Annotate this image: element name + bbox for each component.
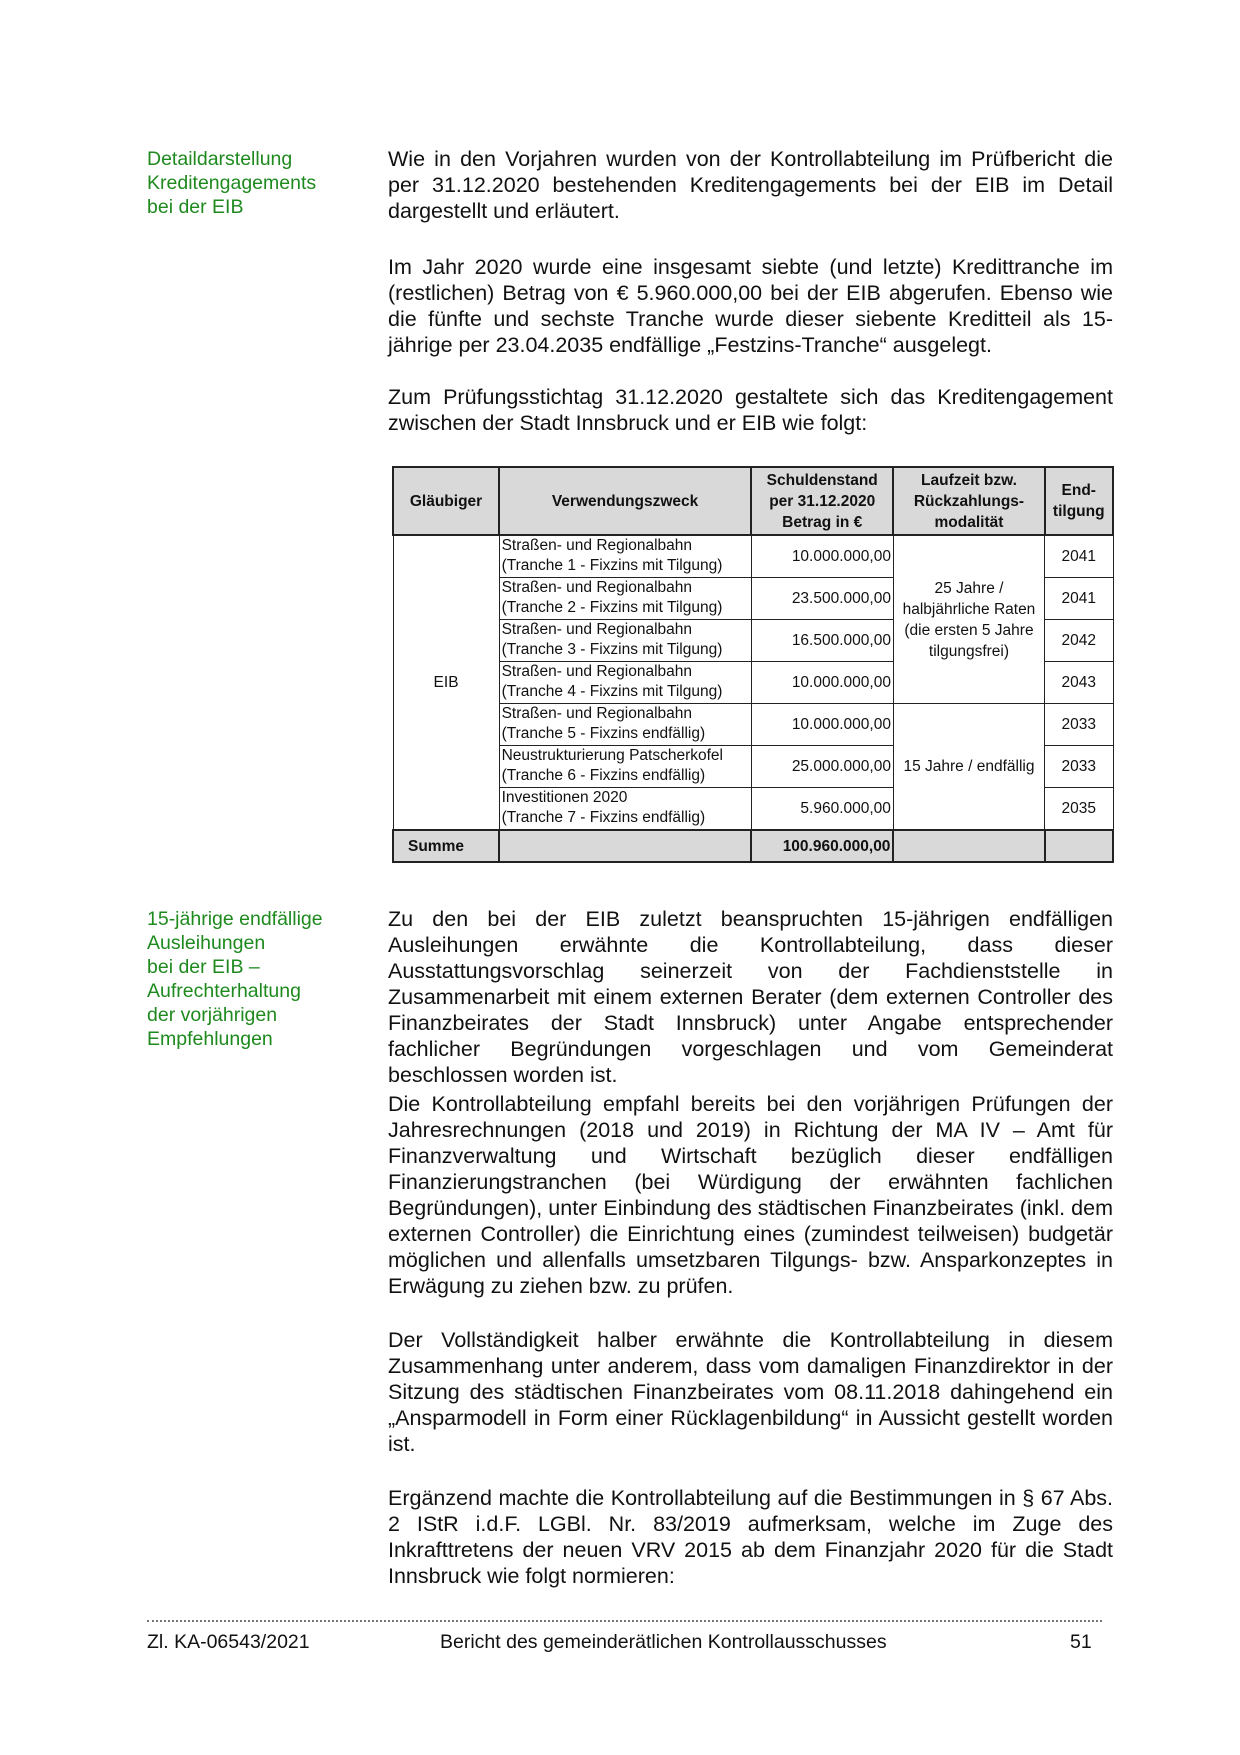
margin-note-line: Kreditengagements — [147, 172, 317, 194]
margin-note-line: bei der EIB – — [147, 956, 260, 978]
cell-betrag: 16.500.000,00 — [751, 620, 893, 662]
paragraph: Wie in den Vorjahren wurden von der Kontrollabteilung im Prüfbericht die per 31.12.2020 bestehenden Kreditengagements bei der EIB im Detail dargestellt und erläutert. — [388, 147, 1113, 223]
cell-verwendungszweck: Straßen- und Regionalbahn (Tranche 1 - Fixzins mit Tilgung) — [499, 535, 751, 578]
cell-summe-label: Summe — [393, 830, 499, 862]
cell-betrag: 10.000.000,00 — [751, 535, 893, 578]
footer-divider — [147, 1620, 1102, 1622]
credit-table — [392, 466, 1114, 863]
cell-laufzeit-group2: 15 Jahre / endfällig — [893, 704, 1044, 831]
cell-endtilgung: 2033 — [1045, 704, 1114, 746]
margin-note-line: der vorjährigen — [147, 1004, 278, 1026]
paragraph: Zum Prüfungsstichtag 31.12.2020 gestaltete sich das Kreditengagement zwischen der Stadt Innsbruck und er EIB wie folgt: — [388, 385, 1113, 435]
cell-endtilgung: 2041 — [1045, 578, 1114, 620]
header-endtilgung: End- tilgung — [1045, 467, 1114, 535]
margin-note-line: Aufrechterhaltung — [147, 980, 301, 1002]
margin-note-line: Empfehlungen — [147, 1028, 273, 1050]
header-schuldenstand: Schuldenstand per 31.12.2020 Betrag in € — [751, 467, 893, 535]
footer-reference: Zl. KA-06543/2021 — [147, 1631, 310, 1653]
cell-endtilgung: 2035 — [1045, 788, 1114, 831]
margin-note-line: Detaildarstellung — [147, 148, 293, 170]
cell-laufzeit-group1: 25 Jahre / halbjährliche Raten (die ersten 5 Jahre tilgungsfrei) — [893, 535, 1044, 704]
cell-empty — [1045, 830, 1114, 862]
cell-verwendungszweck: Straßen- und Regionalbahn (Tranche 4 - Fixzins mit Tilgung) — [499, 662, 751, 704]
cell-empty — [893, 830, 1044, 862]
margin-note-line: bei der EIB — [147, 196, 244, 218]
paragraph: Der Vollständigkeit halber erwähnte die Kontrollabteilung in diesem Zusammenhang unter anderem, dass vom damaligen Finanzdirektor in der Sitzung des städtischen Finanzbeirates vom 08.11.2018 dahingehend ein „Ansparmodell in Form einer Rücklagenbildung“ in Aussicht gestellt worden ist. — [388, 1328, 1113, 1456]
margin-note-endfaellige-ausleihungen — [147, 907, 357, 1051]
table-row — [393, 535, 1113, 578]
cell-verwendungszweck: Investitionen 2020 (Tranche 7 - Fixzins endfällig) — [499, 788, 751, 831]
cell-betrag: 23.500.000,00 — [751, 578, 893, 620]
cell-betrag: 10.000.000,00 — [751, 662, 893, 704]
cell-betrag: 25.000.000,00 — [751, 746, 893, 788]
cell-verwendungszweck: Straßen- und Regionalbahn (Tranche 5 - Fixzins endfällig) — [499, 704, 751, 746]
cell-betrag: 5.960.000,00 — [751, 788, 893, 831]
table-sum-row — [393, 830, 1113, 862]
cell-empty — [499, 830, 751, 862]
margin-note-line: 15-jährige endfällige — [147, 908, 323, 930]
cell-endtilgung: 2043 — [1045, 662, 1114, 704]
cell-verwendungszweck: Straßen- und Regionalbahn (Tranche 2 - Fixzins mit Tilgung) — [499, 578, 751, 620]
paragraph: Zu den bei der EIB zuletzt beanspruchten 15-jährigen endfälligen Ausleihungen erwähnte die Kontrollabteilung, dass dieser Ausstattungsvorschlag seinerzeit von der Fachdienststelle in Zusammenarbeit mit einem externen Berater (dem externen Controller des Finanzbeirates der Stadt Innsbruck) unter Angabe entsprechender fachlicher Begründungen vorgeschlagen und vom Gemeinderat beschlossen worden ist. — [388, 907, 1113, 1087]
page-number: 51 — [1070, 1631, 1092, 1653]
cell-betrag: 10.000.000,00 — [751, 704, 893, 746]
paragraph: Im Jahr 2020 wurde eine insgesamt siebte (und letzte) Kredittranche im (restlichen) Betrag von € 5.960.000,00 bei der EIB abgerufen. Ebenso wie die fünfte und sechste Tranche wurde dieser siebente Kreditteil als 15-jährige per 23.04.2035 endfällige „Festzins-Tranche“ ausgelegt. — [388, 255, 1113, 357]
paragraph: Die Kontrollabteilung empfahl bereits bei den vorjährigen Prüfungen der Jahresrechnungen (2018 und 2019) in Richtung der MA IV – Amt für Finanzverwaltung und Wirtschaft bezüglich dieser endfälligen Finanzierungstranchen (bei Würdigung der erwähnten fachlichen Begründungen), unter Einbindung des städtischen Finanzbeirates (inkl. dem externen Controller) die Einrichtung eines (zumindest teilweisen) budgetär möglichen und allenfalls umsetzbaren Tilgungs- bzw. Ansparkonzeptes in Erwägung zu ziehen bzw. zu prüfen. — [388, 1092, 1113, 1298]
header-verwendungszweck: Verwendungszweck — [499, 467, 751, 535]
table-header-row — [393, 467, 1113, 535]
header-glaeubiger: Gläubiger — [393, 467, 499, 535]
margin-note-kreditengagements — [147, 147, 357, 219]
table-row — [393, 704, 1113, 746]
margin-note-line: Ausleihungen — [147, 932, 266, 954]
cell-verwendungszweck: Straßen- und Regionalbahn (Tranche 3 - Fixzins mit Tilgung) — [499, 620, 751, 662]
cell-endtilgung: 2041 — [1045, 535, 1114, 578]
footer-title: Bericht des gemeinderätlichen Kontrollausschusses — [440, 1631, 887, 1653]
cell-verwendungszweck: Neustrukturierung Patscherkofel (Tranche 6 - Fixzins endfällig) — [499, 746, 751, 788]
header-laufzeit: Laufzeit bzw. Rückzahlungs- modalität — [893, 467, 1044, 535]
cell-glaeubiger: EIB — [393, 535, 499, 830]
cell-endtilgung: 2033 — [1045, 746, 1114, 788]
paragraph: Ergänzend machte die Kontrollabteilung auf die Bestimmungen in § 67 Abs. 2 IStR i.d.F. LGBl. Nr. 83/2019 aufmerksam, welche im Zuge des Inkrafttretens der neuen VRV 2015 ab dem Finanzjahr 2020 für die Stadt Innsbruck wie folgt normieren: — [388, 1486, 1113, 1588]
cell-endtilgung: 2042 — [1045, 620, 1114, 662]
cell-summe-betrag: 100.960.000,00 — [751, 830, 893, 862]
